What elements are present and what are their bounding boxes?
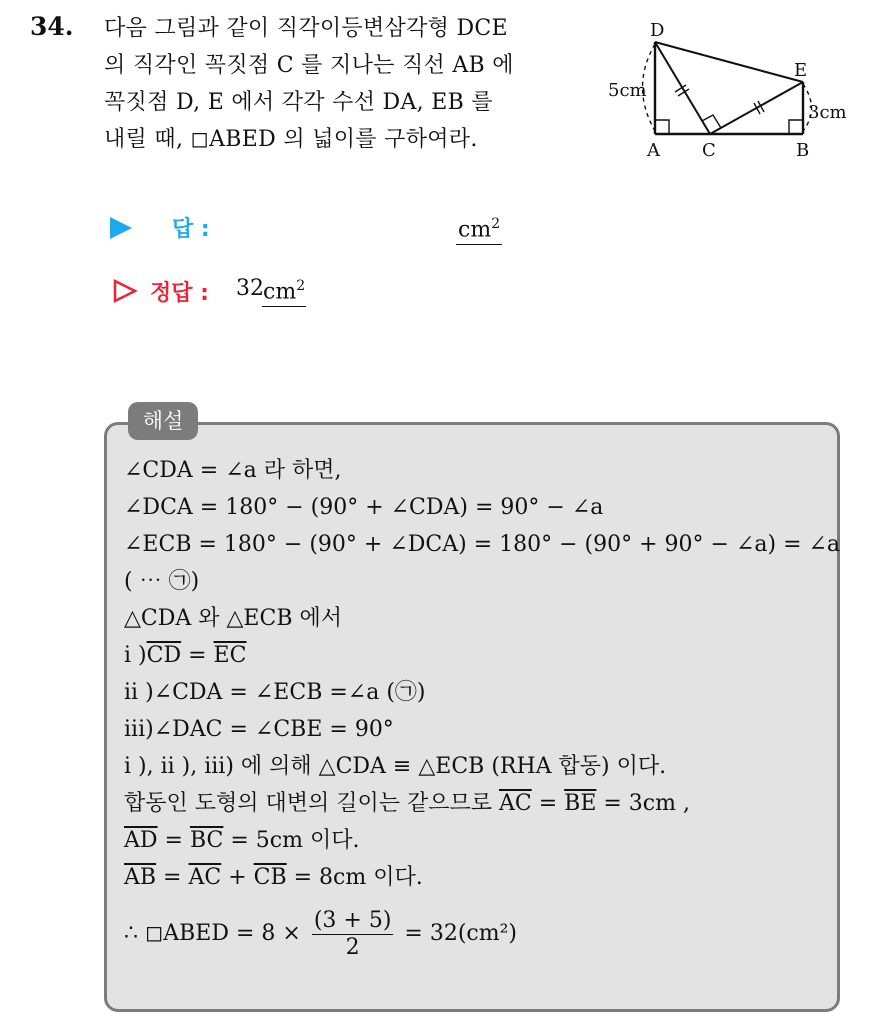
geometry-figure [600, 14, 870, 174]
solution-line-1: ∠CDA = ∠a 라 하면, [124, 458, 342, 483]
correct-marker-icon [112, 278, 138, 304]
solution-line-3: ∠ECB = 180° − (90° + ∠DCA) = 180° − (90° + 90° − ∠a) = ∠a [124, 532, 841, 557]
segment-bc: $\overline{BC}$ [189, 828, 224, 853]
problem-number: 34. [30, 12, 74, 41]
solution-line-2: ∠DCA = 180° − (90° + ∠CDA) = 90° − ∠a [124, 495, 604, 520]
problem-statement [104, 10, 594, 158]
solution-line-11 [124, 822, 844, 859]
correct-answer-unit: cm [263, 279, 297, 305]
equals-sign: = [157, 828, 190, 853]
segment-ac: $\overline{AC}$ [188, 865, 222, 890]
equals-sign: = [531, 791, 565, 816]
solution-line-10-prefix: 합동인 도형의 대변의 길이는 같으므로 [124, 791, 499, 816]
solution-line-4: ( ⋯ ㉠) [124, 569, 200, 594]
correct-answer-label: 정답 : [150, 281, 209, 306]
solution-line-13 [124, 904, 844, 964]
solution-line-7: ii )∠CDA = ∠ECB =∠a (㉠) [124, 680, 426, 705]
solution-line-5: △CDA 와 △ECB 에서 [124, 606, 342, 631]
solution-line-6-prefix: i ) [124, 643, 147, 668]
fraction-denominator: 2 [345, 934, 360, 960]
solution-line-12-suffix: = 8cm 이다. [286, 865, 423, 890]
length-label-eb: 3cm [808, 102, 847, 123]
segment-be: $\overline{BE}$ [564, 791, 597, 816]
segment-ad: $\overline{AD}$ [124, 828, 158, 853]
segment-de [655, 42, 803, 82]
problem-line-1: 다음 그림과 같이 직각이등변삼각형 DCE [104, 16, 508, 41]
plus-sign: + [221, 865, 254, 890]
fraction-numerator: (3 + 5) [313, 907, 392, 933]
answer-unit-exponent: 2 [491, 216, 501, 232]
fraction [312, 908, 394, 961]
solution-line-9: i ), ii ), iii) 에 의해 △CDA ≡ △ECB (RHA 합동) 이다. [124, 754, 667, 779]
solution-line-12 [124, 859, 844, 896]
solution-tab: 해설 [128, 402, 198, 440]
problem-line-2: 의 직각인 꼭짓점 C 를 지나는 직선 AB 에 [104, 53, 514, 78]
solution-line-10 [124, 785, 844, 822]
vertex-label-a: A [647, 140, 660, 161]
answer-row [110, 208, 610, 248]
solution-line-11-suffix: = 5cm 이다. [223, 828, 360, 853]
right-angle-mark-b [789, 120, 803, 134]
segment-ab: $\overline{AB}$ [124, 865, 157, 890]
problem-line-4: 내릴 때, ◻ABED 의 넓이를 구하여라. [104, 127, 478, 152]
correct-answer-unit-exponent: 2 [296, 278, 306, 294]
correct-answer-unit-group [262, 272, 306, 307]
segment-cd: $\overline{CD}$ [146, 643, 182, 668]
vertex-label-c: C [702, 140, 716, 161]
equals-sign: = [156, 865, 189, 890]
solution-line-13-prefix: ∴ ◻ABED = 8 × [124, 921, 308, 946]
length-label-ad: 5cm [608, 80, 647, 101]
answer-label: 답 : [172, 217, 210, 242]
vertex-label-e: E [794, 60, 808, 81]
segment-ac: $\overline{AC}$ [499, 791, 532, 816]
answer-unit: cm [458, 217, 492, 243]
problem-line-3: 꼭짓점 D, E 에서 각각 수선 DA, EB 를 [104, 90, 493, 115]
answer-input[interactable] [456, 210, 502, 245]
correct-answer-value: 32 [236, 276, 264, 301]
correct-answer-row [110, 272, 610, 312]
equals-sign: = [181, 643, 214, 668]
segment-ec: $\overline{EC}$ [213, 643, 247, 668]
solution-line-10-suffix: = 3cm , [596, 791, 690, 816]
right-angle-mark-a [655, 120, 669, 134]
solution-line-13-suffix: = 32(cm²) [397, 921, 518, 946]
solution-line-6 [124, 637, 844, 674]
segment-cb: $\overline{CB}$ [253, 865, 287, 890]
vertex-label-d: D [650, 20, 665, 41]
solution-content [124, 452, 844, 964]
answer-marker-icon [110, 217, 132, 239]
vertex-label-b: B [796, 140, 810, 161]
solution-line-8: iii)∠DAC = ∠CBE = 90° [124, 717, 394, 742]
